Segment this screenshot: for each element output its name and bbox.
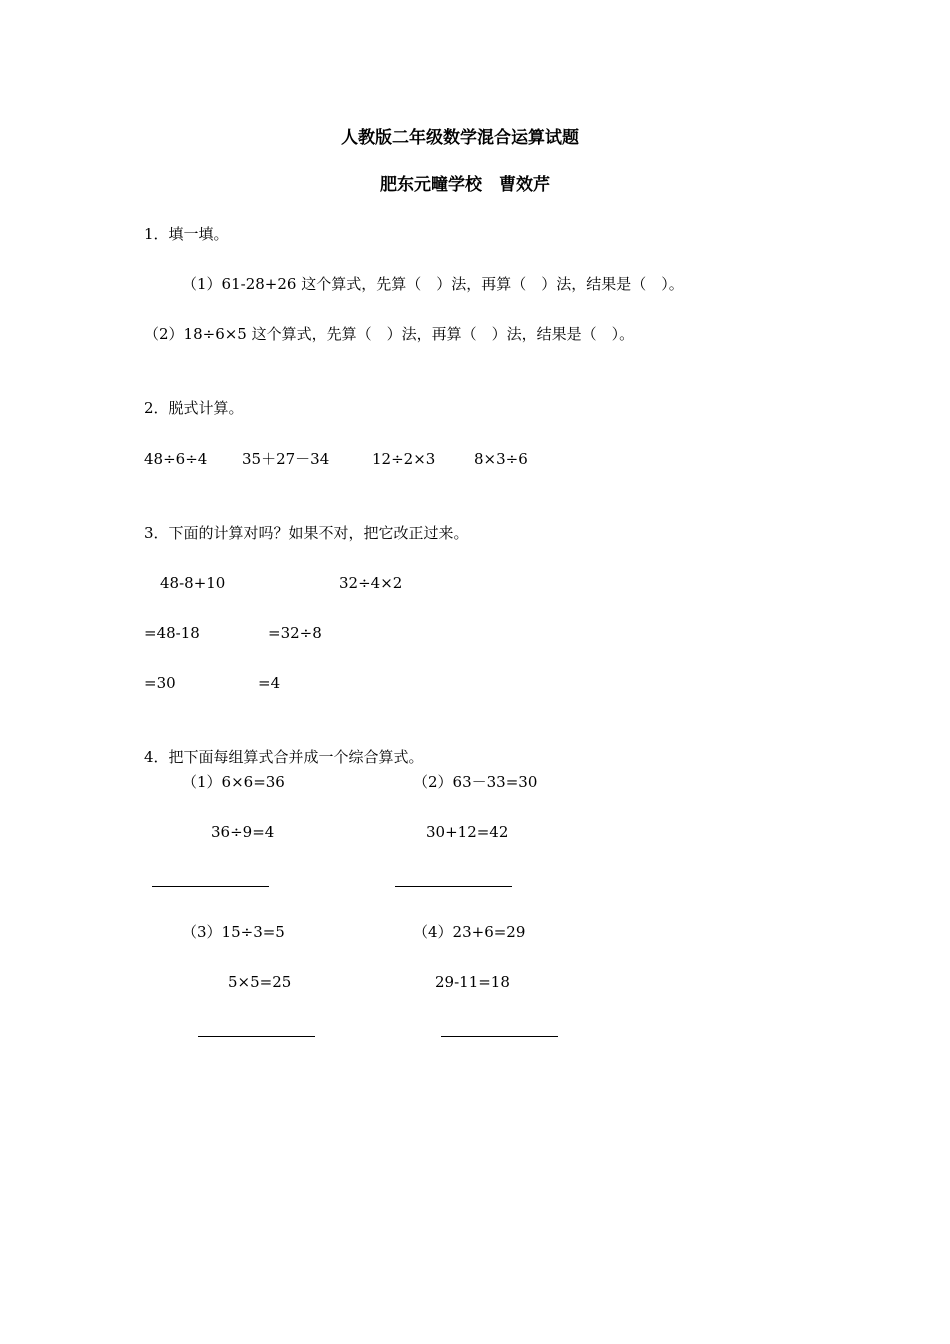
- q4-group2-answer-line[interactable]: [395, 886, 512, 887]
- q4-group1-line-2: 36÷9=4: [211, 823, 275, 841]
- q3-left-line-3: =30: [144, 674, 176, 692]
- q3-left-line-1: 48-8+10: [160, 574, 226, 592]
- q2-heading: 2．脱式计算。: [144, 399, 244, 417]
- q4-group3-answer-line[interactable]: [198, 1036, 315, 1037]
- q4-group2-line-2: 30+12=42: [426, 823, 509, 841]
- q4-group4-answer-line[interactable]: [441, 1036, 558, 1037]
- q3-heading: 3．下面的计算对吗？如果不对，把它改正过来。: [144, 524, 469, 542]
- q4-group4-line-2: 29-11=18: [435, 973, 510, 991]
- q4-group3-line-1: （3）15÷3=5: [182, 923, 285, 941]
- q1-item-1: （1）61-28+26 这个算式，先算（ ）法，再算（ ）法，结果是（ ）。: [182, 275, 684, 293]
- q1-item-2: （2）18÷6×5 这个算式，先算（ ）法，再算（ ）法，结果是（ ）。: [144, 325, 635, 343]
- page-title: 人教版二年级数学混合运算试题: [341, 128, 579, 148]
- q4-group1-line-1: （1）6×6=36: [182, 773, 285, 791]
- q4-group2-line-1: （2）63－33=30: [413, 773, 538, 791]
- q2-expr-2: 35＋27－34: [242, 450, 330, 468]
- q1-heading: 1．填一填。: [144, 225, 229, 243]
- q4-group3-line-2: 5×5=25: [228, 973, 292, 991]
- author-line: 肥东元疃学校 曹效芹: [380, 175, 550, 195]
- q4-group4-line-1: （4）23+6=29: [413, 923, 526, 941]
- q4-group1-answer-line[interactable]: [152, 886, 269, 887]
- q3-right-line-2: =32÷8: [268, 624, 322, 642]
- q3-right-line-3: =4: [258, 674, 281, 692]
- q4-heading: 4．把下面每组算式合并成一个综合算式。: [144, 748, 424, 766]
- q2-expr-1: 48÷6÷4: [144, 450, 208, 468]
- q3-right-line-1: 32÷4×2: [339, 574, 403, 592]
- q3-left-line-2: =48-18: [144, 624, 200, 642]
- q2-expr-4: 8×3÷6: [474, 450, 528, 468]
- q2-expr-3: 12÷2×3: [372, 450, 436, 468]
